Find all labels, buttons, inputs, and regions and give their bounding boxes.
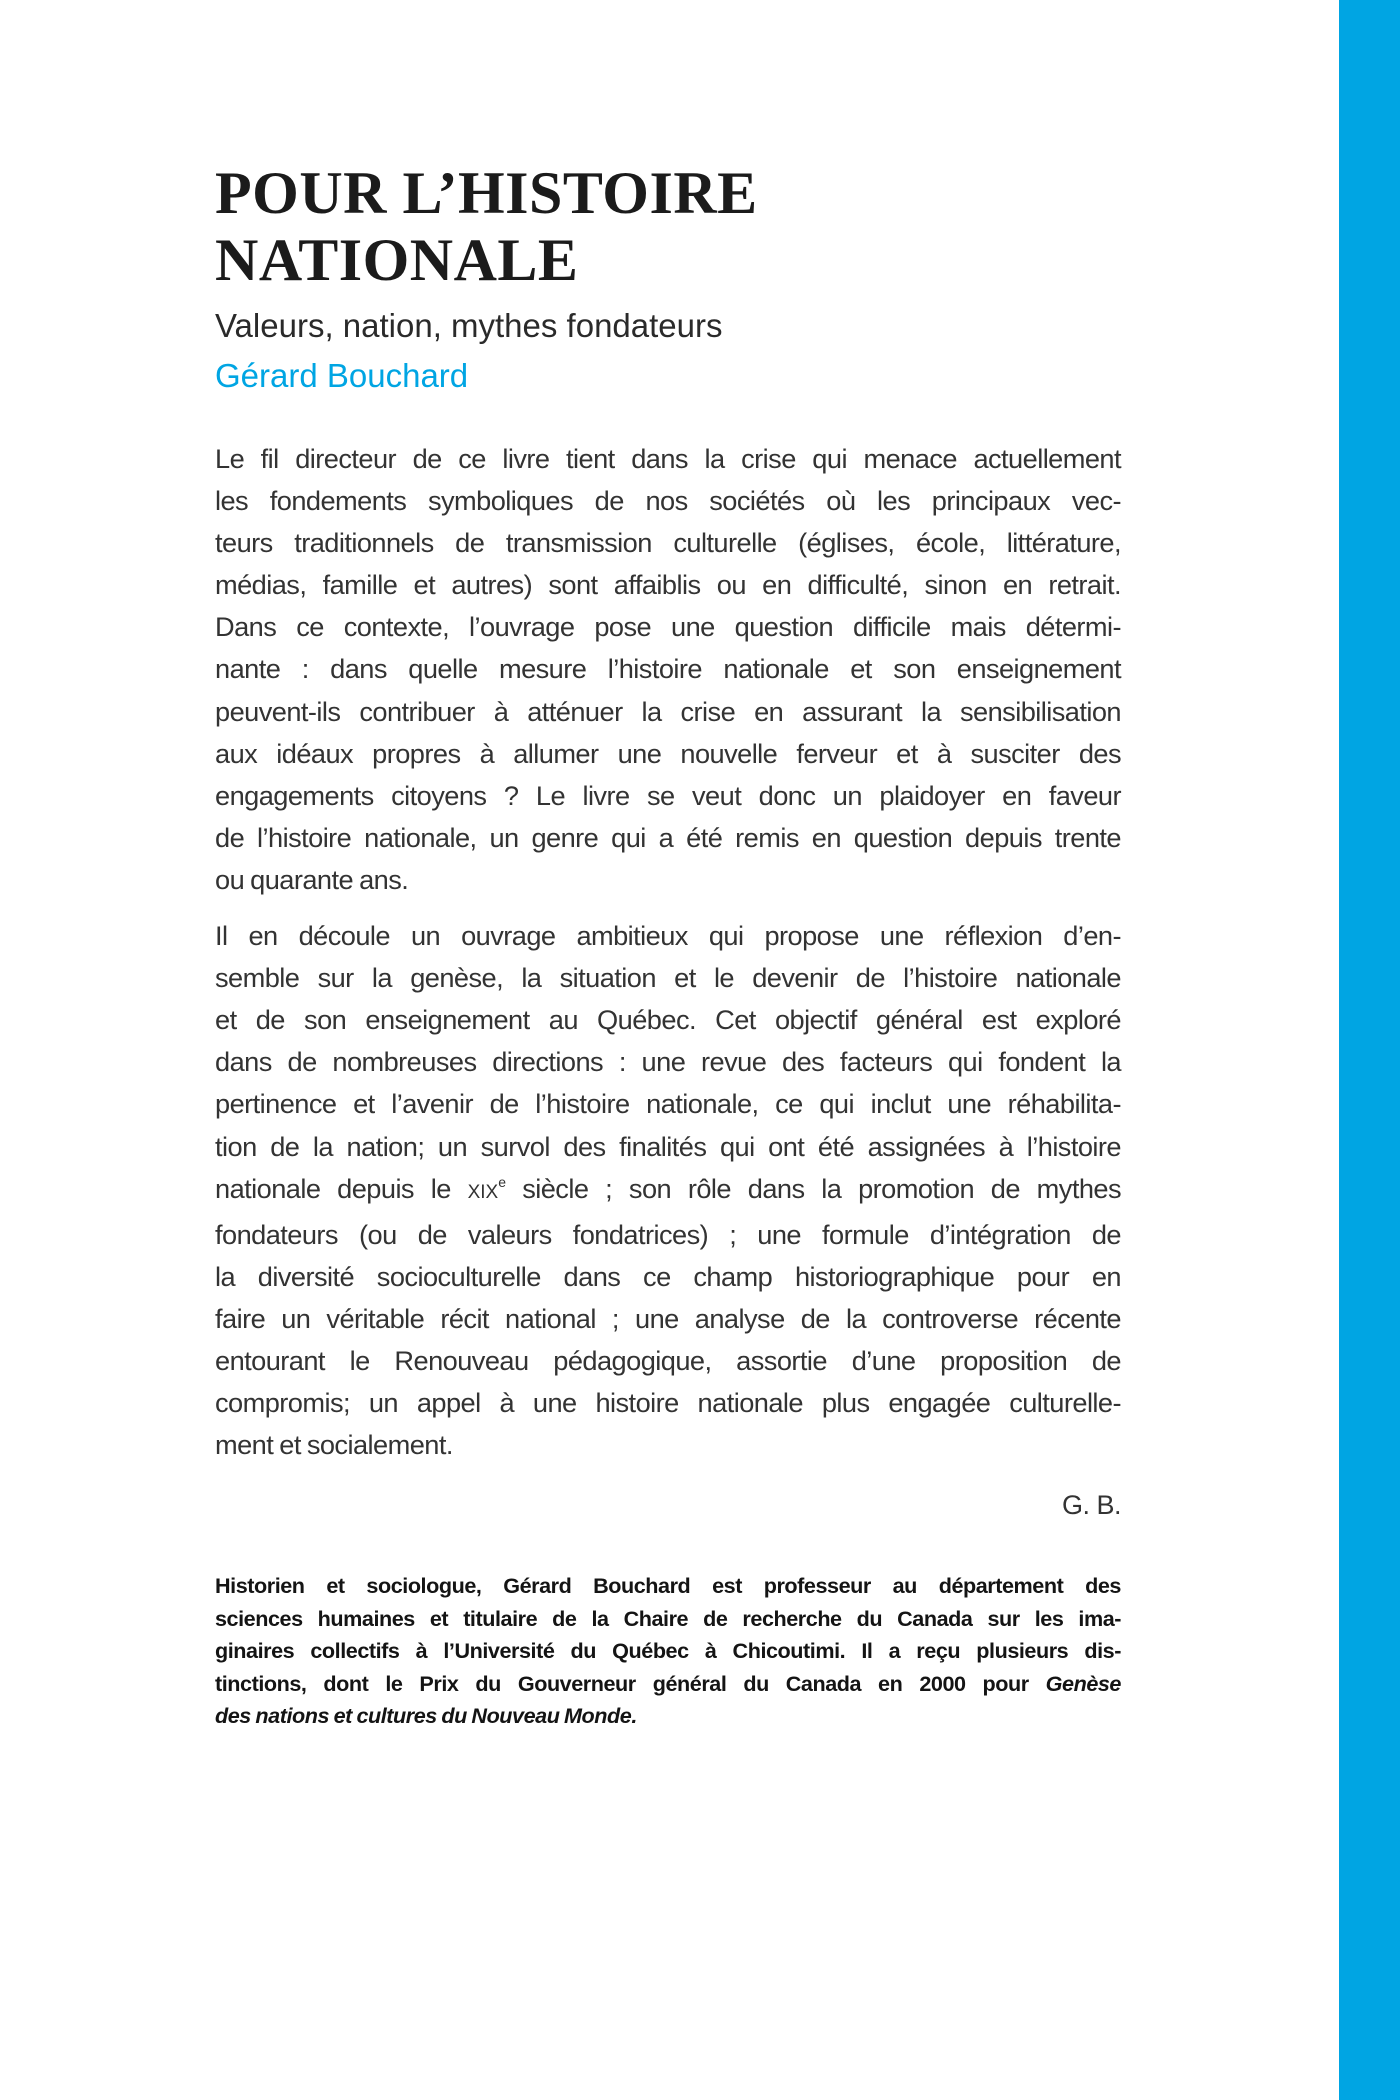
blurb-line: aux idéaux propres à allumer une nouvelle ferveur et à susciter des	[215, 737, 1121, 769]
book-subtitle: Valeurs, nation, mythes fondateurs	[215, 307, 723, 344]
blurb	[215, 438, 1121, 1466]
bio-line: ginaires collectifs à l’Université du Québec à Chicoutimi. Il a reçu plusieurs dis-	[215, 1638, 1121, 1664]
blurb-line: tion de la nation; un survol des finalités qui ont été assignées à l’histoire	[215, 1130, 1121, 1162]
blurb-line: et de son enseignement au Québec. Cet objectif général est exploré	[215, 1004, 1121, 1036]
author-name: Gérard Bouchard	[215, 357, 469, 394]
blurb-line: pertinence et l’avenir de l’histoire nationale, ce qui inclut une réhabilita-	[215, 1088, 1121, 1120]
blurb-paragraph-2	[215, 915, 1121, 1466]
bio-line	[215, 1700, 1121, 1733]
blurb-line: faire un véritable récit national ; une analyse de la controverse récente	[215, 1302, 1121, 1334]
back-cover-content	[215, 160, 1121, 1733]
bio-line: sciences humaines et titulaire de la Chaire de recherche du Canada sur les ima-	[215, 1605, 1121, 1631]
blurb-line: la diversité socioculturelle dans ce champ historiographique pour en	[215, 1260, 1121, 1292]
blurb-line: ou quarante ans.	[215, 863, 409, 895]
award-book-title: des nations et cultures du Nouveau Monde.	[215, 1703, 637, 1729]
blurb-line: teurs traditionnels de transmission culturelle (églises, école, littérature,	[215, 527, 1121, 559]
blurb-line: semble sur la genèse, la situation et le devenir de l’histoire nationale	[215, 962, 1121, 994]
blurb-line: engagements citoyens ? Le livre se veut donc un plaidoyer en faveur	[215, 779, 1121, 811]
blurb-line: Dans ce contexte, l’ouvrage pose une question difficile mais détermi-	[215, 611, 1121, 643]
blurb-line: Il en découle un ouvrage ambitieux qui propose une réflexion d’en-	[215, 920, 1121, 952]
book-title	[215, 160, 1121, 294]
bio-line: Historien et sociologue, Gérard Bouchard est professeur au département des	[215, 1573, 1121, 1599]
blurb-line: ment et socialement.	[215, 1429, 453, 1461]
blurb-line: fondateurs (ou de valeurs fondatrices) ; une formule d’intégration de	[215, 1218, 1121, 1250]
blurb-line: dans de nombreuses directions : une revue des facteurs qui fondent la	[215, 1046, 1121, 1078]
book-title-line: NATIONALE	[215, 227, 579, 293]
blurb-line: nante : dans quelle mesure l’histoire nationale et son enseignement	[215, 653, 1121, 685]
blurb-paragraph-1	[215, 438, 1121, 901]
accent-side-bar	[1339, 0, 1400, 2100]
blurb-line: médias, famille et autres) sont affaiblis ou en difficulté, sinon en retrait.	[215, 569, 1121, 601]
blurb-line: compromis; un appel à une histoire nationale plus engagée culturelle-	[215, 1387, 1121, 1419]
blurb-signature: G. B.	[1061, 1490, 1121, 1521]
ordinal-superscript: e	[498, 1173, 506, 1190]
bio-text: tinctions, dont le Prix du Gouverneur général du Canada en 2000 pour	[215, 1670, 1046, 1696]
blurb-line: Le fil directeur de ce livre tient dans la crise qui menace actuellement	[215, 443, 1121, 474]
blurb-line: peuvent-ils contribuer à atténuer la crise en assurant la sensibilisation	[215, 695, 1121, 727]
award-book-title: Genèse	[1045, 1670, 1121, 1696]
blurb-line: les fondements symboliques de nos sociétés où les principaux vec-	[215, 485, 1121, 517]
blurb-line: entourant le Renouveau pédagogique, assortie d’une proposition de	[215, 1344, 1121, 1376]
blurb-line: de l’histoire nationale, un genre qui a été remis en question depuis trente	[215, 821, 1121, 853]
century-numeral: XIX	[467, 1181, 499, 1203]
bio-line	[215, 1668, 1121, 1701]
blurb-line: nationale depuis le XIXe siècle ; son rôle dans la promotion de mythes	[215, 1172, 1122, 1204]
book-title-line: POUR L’HISTOIRE	[215, 160, 758, 226]
author-bio	[215, 1570, 1121, 1733]
